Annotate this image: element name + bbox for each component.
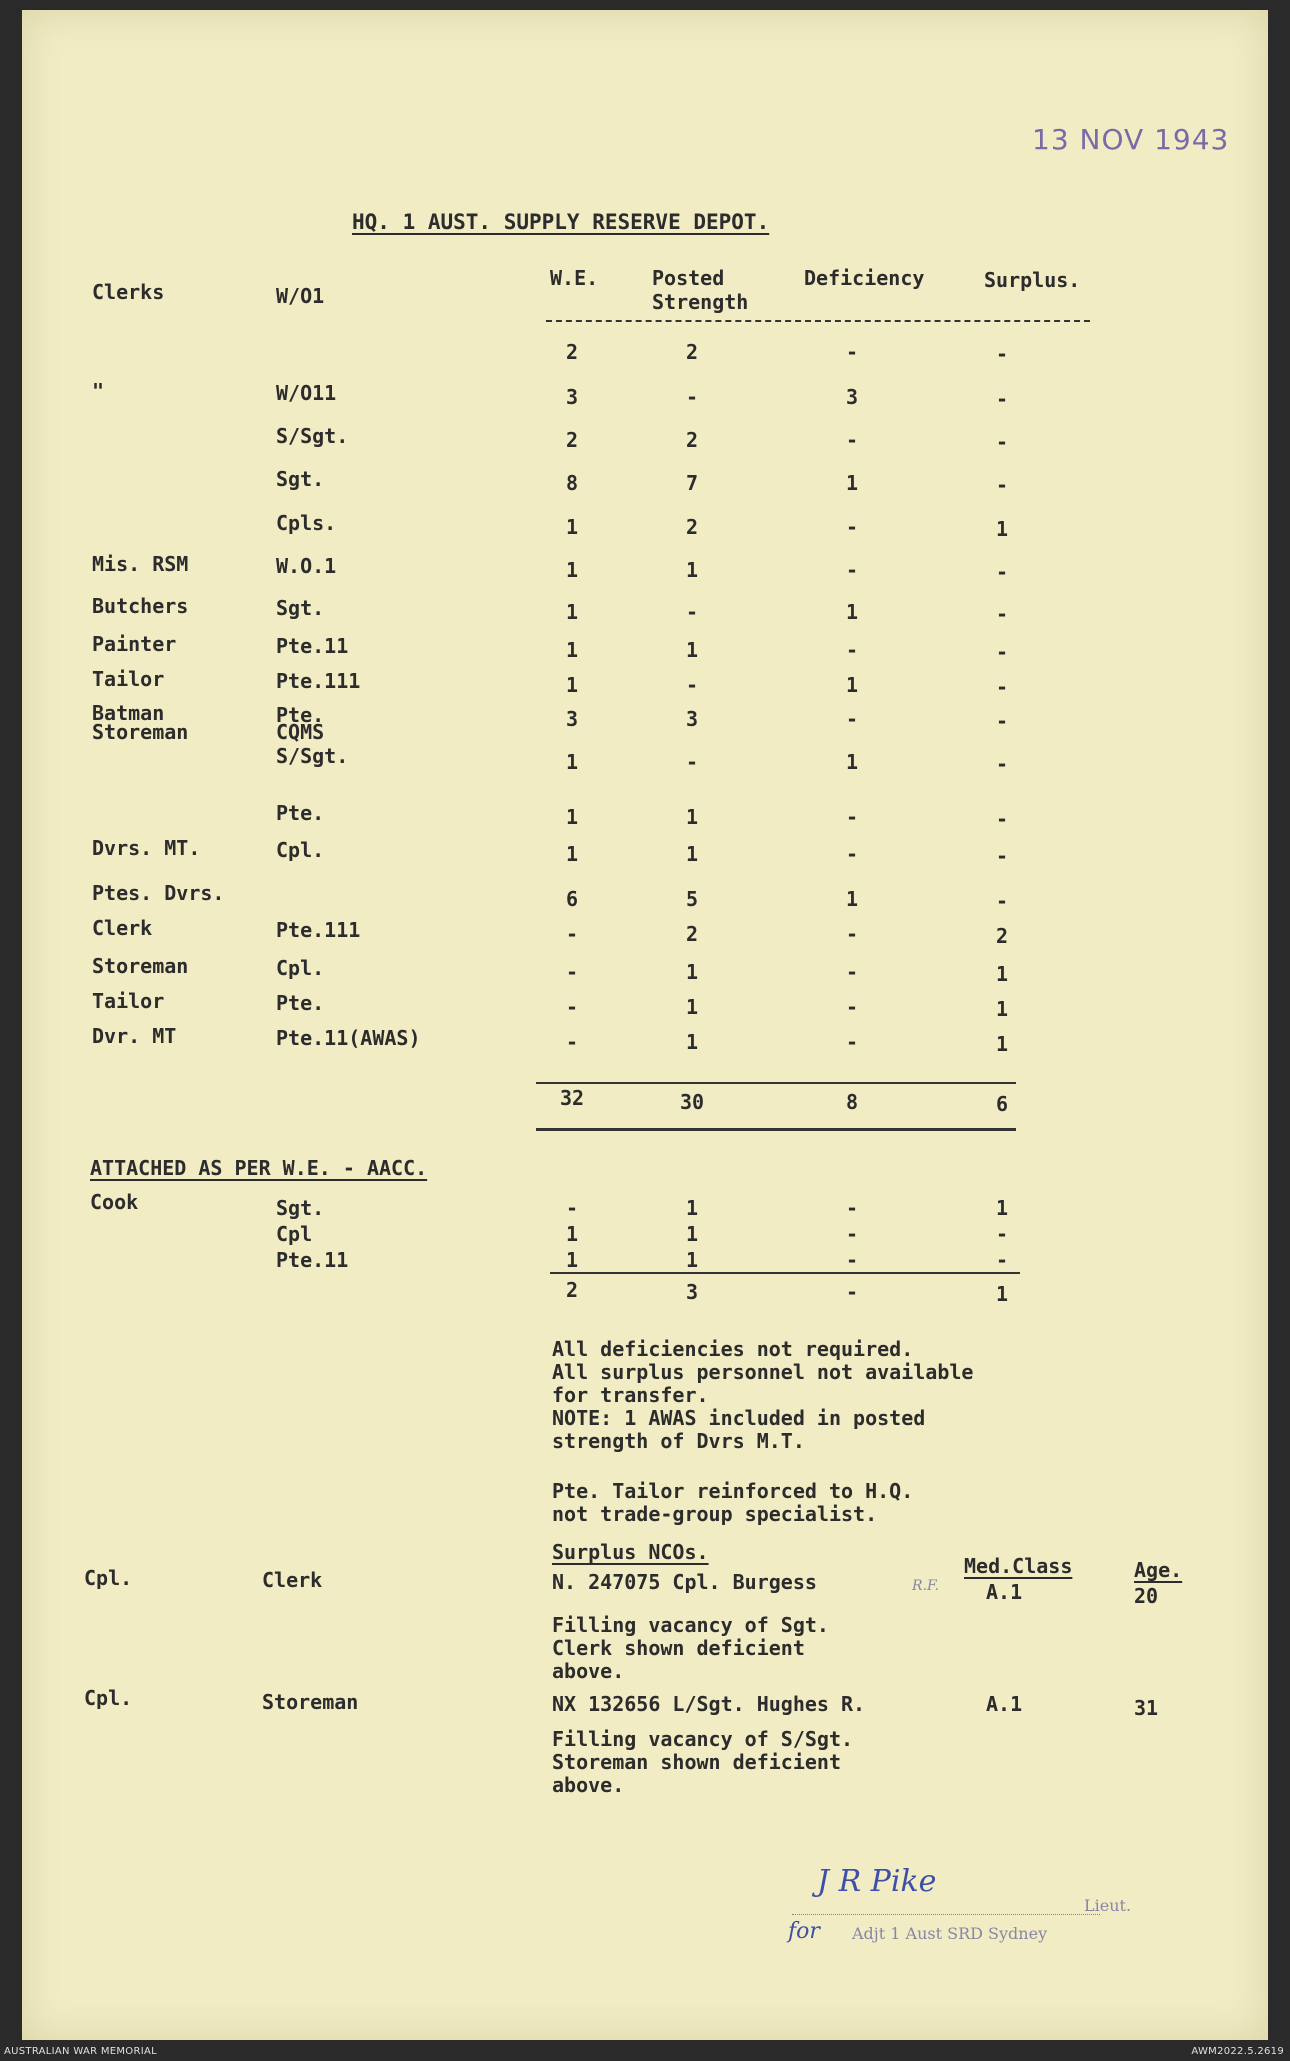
total-posted: 30 — [679, 1090, 705, 1114]
cell-we: - — [565, 1030, 579, 1054]
row-category: Dvr. MT — [92, 1024, 177, 1048]
row-rank: CQMS — [276, 720, 325, 744]
cell-we: 3 — [565, 385, 579, 409]
notes-block-2 — [552, 1480, 913, 1526]
cell-surplus: - — [995, 675, 1009, 699]
attached-total-deficiency: - — [845, 1280, 859, 1304]
attached-cell-posted: 1 — [685, 1248, 699, 1272]
row-category: Dvrs. MT. — [92, 836, 201, 860]
cell-surplus: - — [995, 844, 1009, 868]
footer-reference: AWM2022.5.2619 — [1191, 2046, 1284, 2057]
note-line: NOTE: 1 AWAS included in posted — [552, 1406, 926, 1430]
surplus-med: A.1 — [986, 1692, 1023, 1716]
row-category: Painter — [92, 632, 177, 656]
surplus-trade: Clerk — [262, 1568, 323, 1592]
cell-we: - — [565, 960, 579, 984]
row-category: Clerk — [92, 916, 153, 940]
cell-we: 1 — [565, 600, 579, 624]
note-line: All surplus personnel not available — [552, 1360, 974, 1384]
attached-cell-def: - — [845, 1222, 859, 1246]
note-line: not trade-group specialist. — [552, 1502, 878, 1526]
cell-surplus: - — [995, 430, 1009, 454]
cell-deficiency: - — [845, 842, 859, 866]
signature-appointment: Adjt 1 Aust SRD Sydney — [852, 1924, 1048, 1943]
cell-posted: - — [685, 600, 699, 624]
cell-we: 2 — [565, 428, 579, 452]
cell-we: - — [565, 995, 579, 1019]
surplus-initials: R.F. — [912, 1578, 939, 1594]
med-class-header: Med.Class — [964, 1554, 1073, 1578]
cell-posted: 2 — [685, 922, 699, 946]
attached-label: Cook — [90, 1190, 139, 1214]
attached-cell-we: - — [565, 1196, 579, 1220]
cell-posted: 1 — [685, 1030, 699, 1054]
attached-cell-sur: 1 — [995, 1196, 1009, 1220]
row-rank: Pte. — [276, 801, 325, 825]
header-rule — [546, 320, 1090, 322]
cell-we: 3 — [565, 707, 579, 731]
row-rank: Sgt. — [276, 467, 325, 491]
cell-deficiency: - — [845, 515, 859, 539]
cell-we: 1 — [565, 805, 579, 829]
cell-surplus: - — [995, 752, 1009, 776]
cell-posted: - — [685, 673, 699, 697]
cell-deficiency: 1 — [845, 673, 859, 697]
surplus-text-line: Clerk shown deficient — [552, 1636, 805, 1660]
total-deficiency: 8 — [845, 1090, 859, 1114]
cell-we: 1 — [565, 673, 579, 697]
attached-cell-def: - — [845, 1196, 859, 1220]
row-rank: Cpl. — [276, 956, 325, 980]
row-rank: W/O11 — [276, 381, 337, 405]
header-clerks: Clerks — [92, 280, 165, 304]
cell-deficiency: - — [845, 340, 859, 364]
cell-posted: 2 — [685, 428, 699, 452]
cell-deficiency: - — [845, 1030, 859, 1054]
cell-deficiency: - — [845, 558, 859, 582]
cell-surplus: - — [995, 602, 1009, 626]
header-strength: Strength — [652, 290, 749, 314]
surplus-text — [552, 1728, 853, 1797]
row-rank-line2: S/Sgt. — [276, 744, 349, 768]
cell-surplus: 1 — [995, 997, 1009, 1021]
surplus-age: 20 — [1134, 1584, 1159, 1608]
attached-cell-posted: 1 — [685, 1196, 699, 1220]
cell-surplus: 1 — [995, 962, 1009, 986]
surplus-age: 31 — [1134, 1696, 1159, 1720]
total-we: 32 — [559, 1086, 585, 1110]
cell-posted: - — [685, 750, 699, 774]
cell-posted: 1 — [685, 995, 699, 1019]
cell-surplus: - — [995, 342, 1009, 366]
cell-deficiency: - — [845, 707, 859, 731]
total-surplus: 6 — [995, 1092, 1009, 1116]
header-wo1: W/O1 — [276, 284, 325, 308]
attached-rank: Sgt. — [276, 1196, 325, 1220]
attached-cell-we: 1 — [565, 1248, 579, 1272]
document-title: HQ. 1 AUST. SUPPLY RESERVE DEPOT. — [352, 210, 770, 234]
totals-rule-top — [536, 1082, 1016, 1084]
signature-rank: Lieut. — [1084, 1896, 1132, 1915]
date-stamp: 13 NOV 1943 — [1032, 123, 1230, 156]
surplus-text-line: above. — [552, 1773, 625, 1797]
cell-we: 1 — [565, 750, 579, 774]
row-rank: Pte.111 — [276, 918, 361, 942]
cell-surplus: - — [995, 807, 1009, 831]
cell-deficiency: - — [845, 428, 859, 452]
cell-deficiency: - — [845, 805, 859, 829]
cell-posted: 5 — [685, 887, 699, 911]
cell-surplus: - — [995, 387, 1009, 411]
cell-posted: 1 — [685, 960, 699, 984]
header-deficiency: Deficiency — [804, 266, 925, 290]
signature-scrawl: J R Pike — [817, 1864, 937, 1899]
surplus-rank: Cpl. — [84, 1566, 133, 1590]
attached-total-surplus: 1 — [995, 1282, 1009, 1306]
attached-rule — [550, 1272, 1020, 1274]
cell-posted: 2 — [685, 340, 699, 364]
surplus-text-line: above. — [552, 1659, 625, 1683]
surplus-med: A.1 — [986, 1580, 1023, 1604]
age-header: Age. — [1134, 1558, 1183, 1582]
cell-we: 1 — [565, 558, 579, 582]
note-line: Pte. Tailor reinforced to H.Q. — [552, 1479, 914, 1503]
cell-deficiency: 1 — [845, 600, 859, 624]
surplus-detail: NX 132656 L/Sgt. Hughes R. — [552, 1692, 866, 1716]
cell-posted: 7 — [685, 471, 699, 495]
cell-posted: 1 — [685, 842, 699, 866]
totals-rule-bottom — [536, 1128, 1016, 1131]
cell-we: 8 — [565, 471, 579, 495]
attached-rank: Cpl — [276, 1222, 313, 1246]
row-category: Tailor — [92, 989, 165, 1013]
footer-institution: AUSTRALIAN WAR MEMORIAL — [4, 2046, 157, 2057]
cell-deficiency: - — [845, 960, 859, 984]
cell-we: 6 — [565, 887, 579, 911]
row-category: Storeman — [92, 954, 189, 978]
cell-deficiency: 3 — [845, 385, 859, 409]
row-rank: Cpls. — [276, 511, 337, 535]
surplus-rank: Cpl. — [84, 1686, 133, 1710]
attached-heading: ATTACHED AS PER W.E. - AACC. — [90, 1156, 428, 1180]
cell-posted: - — [685, 385, 699, 409]
surplus-trade: Storeman — [262, 1690, 359, 1714]
cell-posted: 1 — [685, 558, 699, 582]
cell-deficiency: 1 — [845, 750, 859, 774]
row-rank: Pte. — [276, 991, 325, 1015]
row-category: Mis. RSM — [92, 552, 189, 576]
header-we: W.E. — [550, 266, 599, 290]
cell-we: 2 — [565, 340, 579, 364]
surplus-text — [552, 1614, 829, 1683]
cell-posted: 1 — [685, 805, 699, 829]
attached-cell-sur: - — [995, 1222, 1009, 1246]
row-rank: Pte. — [276, 703, 325, 727]
header-surplus: Surplus. — [984, 268, 1081, 292]
surplus-detail: N. 247075 Cpl. Burgess — [552, 1570, 817, 1594]
signature-line — [792, 1914, 1100, 1915]
cell-deficiency: 1 — [845, 887, 859, 911]
cell-surplus: 2 — [995, 924, 1009, 948]
cell-posted: 2 — [685, 515, 699, 539]
cell-deficiency: - — [845, 638, 859, 662]
surplus-text-line: Storeman shown deficient — [552, 1750, 841, 1774]
row-category: Storeman — [92, 720, 189, 744]
cell-surplus: - — [995, 709, 1009, 733]
row-category: Batman — [92, 701, 165, 725]
cell-surplus: - — [995, 889, 1009, 913]
cell-we: - — [565, 922, 579, 946]
notes-block — [552, 1338, 973, 1453]
cell-surplus: 1 — [995, 517, 1009, 541]
cell-surplus: - — [995, 640, 1009, 664]
cell-posted: 3 — [685, 707, 699, 731]
cell-deficiency: - — [845, 922, 859, 946]
attached-total-posted: 3 — [685, 1280, 699, 1304]
note-line: All deficiencies not required. — [552, 1337, 914, 1361]
attached-total-we: 2 — [565, 1278, 579, 1302]
attached-cell-we: 1 — [565, 1222, 579, 1246]
row-category: " — [92, 379, 105, 403]
note-line: strength of Dvrs M.T. — [552, 1429, 805, 1453]
surplus-heading: Surplus NCOs. — [552, 1540, 709, 1564]
row-rank: Cpl. — [276, 838, 325, 862]
attached-rank: Pte.11 — [276, 1248, 349, 1272]
row-category: Tailor — [92, 667, 165, 691]
row-rank: S/Sgt. — [276, 424, 349, 448]
cell-deficiency: - — [845, 995, 859, 1019]
cell-surplus: - — [995, 473, 1009, 497]
cell-we: 1 — [565, 515, 579, 539]
header-posted: Posted — [652, 266, 725, 290]
surplus-text-line: Filling vacancy of S/Sgt. — [552, 1727, 854, 1751]
cell-posted: 1 — [685, 638, 699, 662]
attached-cell-posted: 1 — [685, 1222, 699, 1246]
surplus-text-line: Filling vacancy of Sgt. — [552, 1613, 829, 1637]
row-rank: W.O.1 — [276, 554, 337, 578]
cell-deficiency: 1 — [845, 471, 859, 495]
row-rank: Pte.11(AWAS) — [276, 1026, 421, 1050]
cell-we: 1 — [565, 842, 579, 866]
cell-we: 1 — [565, 638, 579, 662]
signature-for-mark: for — [788, 1919, 820, 1944]
row-category: Ptes. Dvrs. — [92, 881, 225, 905]
row-rank: Pte.111 — [276, 669, 361, 693]
row-rank: Pte.11 — [276, 634, 349, 658]
cell-surplus: 1 — [995, 1032, 1009, 1056]
row-rank: Sgt. — [276, 596, 325, 620]
cell-surplus: - — [995, 560, 1009, 584]
attached-cell-sur: - — [995, 1248, 1009, 1272]
row-category: Butchers — [92, 594, 189, 618]
attached-cell-def: - — [845, 1248, 859, 1272]
note-line: for transfer. — [552, 1383, 709, 1407]
document-sheet — [22, 10, 1268, 2040]
